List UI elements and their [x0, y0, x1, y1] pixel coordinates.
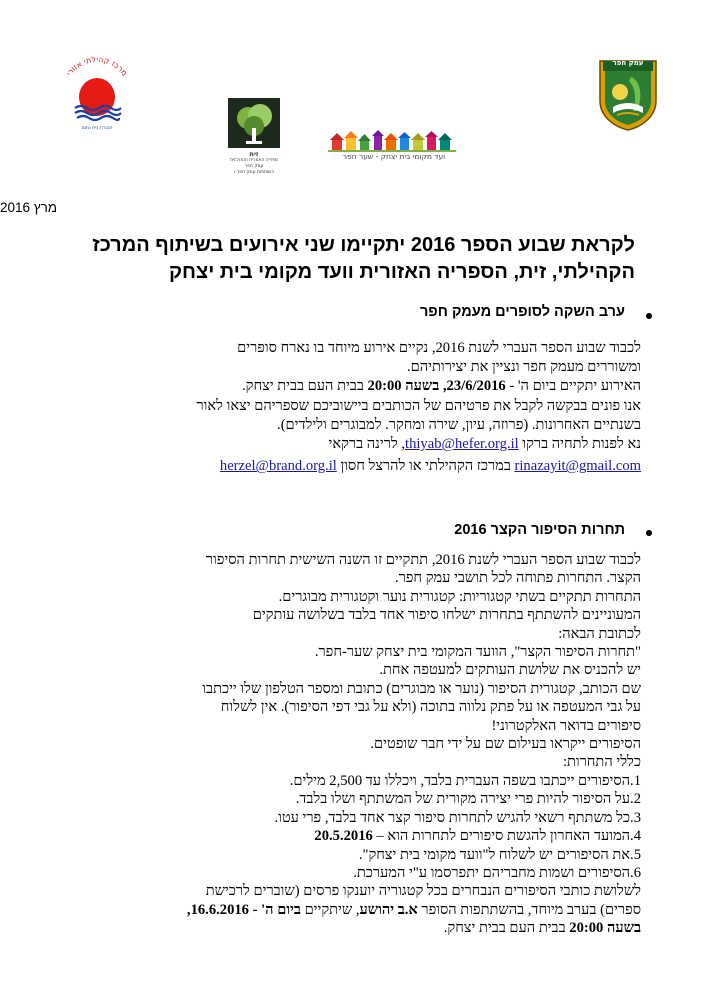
- section1-appeal-2: בשנתיים האחרונות. (פרוזה, עיון, שירה ומחקר. למבוגרים ולילדים).: [277, 416, 641, 433]
- section2-line: יש להכניס את שלושת העותקים למעטפה אחת.: [379, 662, 641, 679]
- event-date: 23/6/2016: [446, 378, 506, 395]
- village-houses-icon: [326, 128, 462, 152]
- rule-text: על הסיפור להיות פרי יצירה מקורית של המשתתף ושלו בלבד.: [295, 791, 631, 808]
- date-text: מרץ 2016: [0, 200, 58, 215]
- section2-line: הקצר. התחרות פתוחה לכל תושבי עמק חפר.: [394, 570, 641, 587]
- rule-item: 1.הסיפורים ייכתבו בשפה העברית בלבד, ויכללו עד 2,500 מילים.: [289, 772, 641, 789]
- bullet-dot-icon: [646, 313, 652, 319]
- rule-item: 3.כל משתתף רשאי להגיש לתחרות סיפור קצר אחד בלבד, פרי עטו.: [274, 809, 641, 826]
- section2-line: על גבי המעטפה או על פתק נלווה בתוכה (ולא על גבי דפי הסיפור). אין לשלוח: [220, 699, 641, 716]
- email-link-thiyab[interactable]: thiyab@hefer.org.il: [405, 436, 519, 453]
- rule-item: 6.הסיפורים ושמות מחבריהם יתפרסמו ע"י המערכת.: [353, 864, 641, 881]
- community-center-arc-text: מרכז קהילתי אזורי: [64, 54, 130, 78]
- title-line-2: הקהילתי, זית, הספריה האזורית וועד מקומי בית יצחק: [168, 261, 635, 283]
- zait-line-1: ספריה האזורית והמרכזית: [230, 158, 278, 163]
- section1-contact-line-1: [60, 435, 641, 454]
- section2-line: סיפורים בדואר האלקטרוני!: [491, 717, 641, 734]
- document-date: [0, 200, 132, 215]
- closing-post: בבית העם בבית יצחק.: [443, 920, 570, 937]
- zait-library-caption: [218, 150, 290, 176]
- bullet-dot-icon: [646, 530, 652, 536]
- rule-text: הסיפורים ושמות מחבריהם יתפרסמו ע"י המערכת.: [353, 864, 631, 881]
- closing-mid: , שיתקיים: [300, 901, 360, 918]
- section1-heading: ערב השקה לסופרים מעמק חפר: [419, 304, 625, 320]
- section2-line: לכתובת הבאה:: [558, 625, 641, 642]
- closing-line-1: לשלושת כותבי הסיפורים הנבחרים בכל קטגוריה יוענקו פרסים (שוברים לרכישת: [205, 883, 641, 900]
- section1-line-1: לכבוד שבוע הספר העברי לשנת 2016, נקיים אירוע מיוחד בו נארח סופרים: [237, 340, 641, 356]
- vaad-beit-yitzhak-logo: [326, 128, 462, 168]
- community-center-logo: [55, 52, 139, 132]
- email-link-herzel[interactable]: herzel@brand.org.il: [219, 458, 337, 475]
- rules-list: [60, 772, 641, 882]
- page-title: [60, 232, 635, 286]
- contact-mid: , לרינה ברקאי: [328, 436, 406, 453]
- section2-body: [60, 551, 641, 938]
- zait-line-2: עמק חפר: [244, 164, 264, 169]
- zait-library-logo: [228, 98, 280, 148]
- hefer-logo-label: עמק חפר: [612, 59, 644, 67]
- zait-sub: בשותפות עמק חפר ו: [234, 170, 274, 175]
- rule-item: 5.את הסיפורים יש לשלוח ל"וועד מקומי בית יצחק".: [358, 846, 641, 863]
- zait-title: זית: [249, 150, 259, 158]
- closing-line-3: [60, 919, 641, 937]
- section1-line-2: ומשוררים מעמק חפר ונציין את יצירותיהם.: [406, 359, 641, 376]
- section1-contact-line-2: [60, 457, 641, 476]
- community-center-sub-text: חבורת בית נחום: [81, 126, 113, 131]
- rule-text: המועד האחרון להגשת סיפורים לתחרות הוא –: [372, 828, 631, 845]
- rule-text: את הסיפורים יש לשלוח ל"וועד מקומי בית יצחק".: [358, 846, 631, 863]
- rule-item: 4.המועד האחרון להגשת סיפורים לתחרות הוא – 20.5.2016: [314, 828, 641, 845]
- event-post: בבית העם בבית יצחק.: [242, 378, 368, 395]
- event-pre: האירוע יתקיים ביום ה' -: [505, 378, 641, 395]
- event-mid: , בשעה: [401, 378, 447, 395]
- section2-line: לכבוד שבוע הספר העברי לשנת 2016, תתקיים זו השנה השישית תחרות הסיפור: [205, 552, 641, 568]
- rule-deadline-date: 20.5.2016: [314, 828, 373, 845]
- section2-line: "תחרות הסיפור הקצר", הוועד המקומי בית יצחק שער-חפר.: [314, 644, 641, 661]
- closing-line-2: [60, 901, 641, 919]
- closing-date: ביום ה' - 16.6.2016,: [186, 901, 301, 918]
- closing-author: א.ב יהושע: [359, 901, 418, 918]
- svg-text:מרכז קהילתי אזורי: [65, 55, 130, 78]
- contact-mid2: במרכז הקהילתי או להרצל חסון: [336, 458, 515, 475]
- vaad-caption: ועד מקומי בית יצחק - שער חפר: [342, 152, 446, 161]
- section2-line: הסיפורים ייקראו בעילום שם על ידי חבר שופטים.: [370, 736, 641, 753]
- section2-heading: תחרות הסיפור הקצר 2016: [454, 522, 625, 538]
- email-link-rinazayit[interactable]: rinazayit@gmail.com: [514, 458, 641, 475]
- emek-hefer-logo: [597, 57, 659, 131]
- closing-time: בשעה 20:00: [569, 920, 641, 937]
- section2-line: שם הכותב, קטגורית הסיפור (נוער או מבוגרים) כתובת ומספר הטלפון שלו ייכתבו: [202, 680, 641, 697]
- section2-line: התחרות תתקיים בשתי קטגוריות: קטגורית נוער וקטגורית מבוגרים.: [278, 588, 641, 605]
- title-line-1: לקראת שבוע הספר 2016 יתקיימו שני אירועים בשיתוף המרכז: [92, 234, 635, 256]
- event-time: 20:00: [367, 378, 402, 395]
- section1-event-line: [60, 377, 641, 396]
- section1-body: [60, 339, 641, 476]
- section2-line: המעוניינים להשתתף בתחרות ישלחו סיפור אחד בלבד בשלושה עותקים: [252, 607, 641, 624]
- olive-tree-icon: [228, 98, 280, 148]
- emek-hefer-shield-icon: [597, 57, 659, 131]
- rule-text: כל משתתף רשאי להגיש לתחרות סיפור קצר אחד בלבד, פרי עטו.: [274, 809, 631, 826]
- section2-line: כללי התחרות:: [562, 754, 641, 771]
- rule-item: 2.על הסיפור להיות פרי יצירה מקורית של המשתתף ושלו בלבד.: [295, 791, 641, 808]
- community-center-emblem-icon: [55, 52, 139, 132]
- contact-pre: נא לפנות לתחיה ברקו: [518, 436, 641, 453]
- section1-appeal-1: אנו פונים בבקשה לקבל את פרטיהם של הכותבים ביישוביכם שספריהם יצאו לאור: [196, 397, 641, 414]
- closing-pre: ספרים) בערב מיוחד, בהשתתפות הסופר: [417, 901, 641, 918]
- rule-text: הסיפורים ייכתבו בשפה העברית בלבד, ויכללו עד 2,500 מילים.: [289, 772, 631, 789]
